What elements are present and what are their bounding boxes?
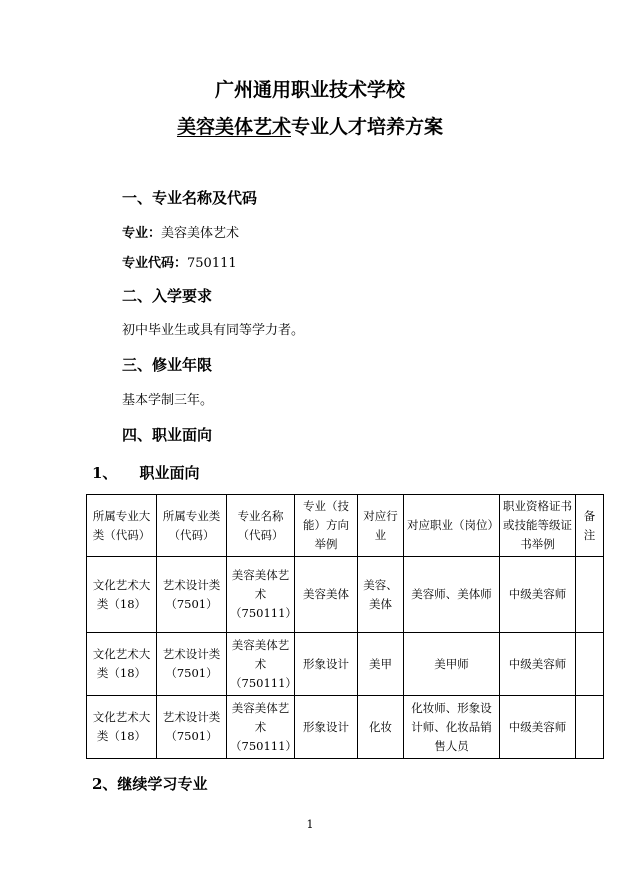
section-3-heading: 三、修业年限 <box>122 356 213 374</box>
table-cell: 美容美体艺术（750111） <box>227 557 295 633</box>
subtitle-suffix: 专业人才培养方案 <box>291 116 444 138</box>
section-2-heading: 二、入学要求 <box>122 287 213 305</box>
header-notes: 备注 <box>576 495 604 557</box>
table-cell: 美甲师 <box>404 633 500 696</box>
subtitle-major: 美容美体艺术 <box>176 116 291 138</box>
subsection-1-number: 1、 <box>92 464 118 482</box>
section-2-text: 初中毕业生或具有同等学力者。 <box>122 323 305 338</box>
table-cell: 美容美体艺术（750111） <box>227 633 295 696</box>
table-cell: 美甲 <box>358 633 404 696</box>
major-label: 专业： <box>122 226 162 241</box>
document-title: 广州通用职业技术学校 <box>214 79 405 101</box>
table-cell: 形象设计 <box>295 633 358 696</box>
table-cell: 艺术设计类（7501） <box>157 696 227 759</box>
page-number: 1 <box>306 818 314 831</box>
table-cell <box>576 696 604 759</box>
table-cell: 艺术设计类（7501） <box>157 633 227 696</box>
header-class: 所属专业类（代码） <box>157 495 227 557</box>
section-3-text: 基本学制三年。 <box>122 393 214 408</box>
header-occupation: 对应职业（岗位） <box>404 495 500 557</box>
table-row <box>87 557 604 633</box>
subsection-1-title: 职业面向 <box>139 464 200 482</box>
table-row <box>87 633 604 696</box>
subsection-1-heading <box>92 463 199 483</box>
subsection-2-heading: 2、继续学习专业 <box>92 775 208 793</box>
table-cell: 化妆 <box>358 696 404 759</box>
section-1-heading: 一、专业名称及代码 <box>122 189 258 207</box>
table-cell: 美容美体 <box>295 557 358 633</box>
table-cell <box>576 633 604 696</box>
table-cell: 中级美容师 <box>500 557 576 633</box>
code-line <box>122 255 237 273</box>
table-cell <box>576 557 604 633</box>
header-industry: 对应行业 <box>358 495 404 557</box>
table-cell: 美容、美体 <box>358 557 404 633</box>
table-cell: 文化艺术大类（18） <box>87 633 157 696</box>
header-category: 所属专业大类（代码） <box>87 495 157 557</box>
major-value: 美容美体艺术 <box>161 226 240 241</box>
header-major: 专业名称（代码） <box>227 495 295 557</box>
table-header-row <box>87 495 604 557</box>
table-cell: 艺术设计类（7501） <box>157 557 227 633</box>
header-direction: 专业（技能）方向举例 <box>295 495 358 557</box>
major-line <box>122 225 239 243</box>
code-label: 专业代码： <box>122 256 188 271</box>
section-4-heading: 四、职业面向 <box>122 426 213 444</box>
table-cell: 美容美体艺术（750111） <box>227 696 295 759</box>
code-value: 750111 <box>187 256 237 271</box>
table-cell: 中级美容师 <box>500 633 576 696</box>
table-cell: 中级美容师 <box>500 696 576 759</box>
table-cell: 美容师、美体师 <box>404 557 500 633</box>
table-cell: 文化艺术大类（18） <box>87 696 157 759</box>
document-subtitle <box>0 115 620 139</box>
header-certificate: 职业资格证书或技能等级证书举例 <box>500 495 576 557</box>
table-cell: 文化艺术大类（18） <box>87 557 157 633</box>
table-cell: 化妆师、形象设计师、化妆品销售人员 <box>404 696 500 759</box>
table-cell: 形象设计 <box>295 696 358 759</box>
table-row <box>87 696 604 759</box>
occupation-table <box>86 494 604 759</box>
